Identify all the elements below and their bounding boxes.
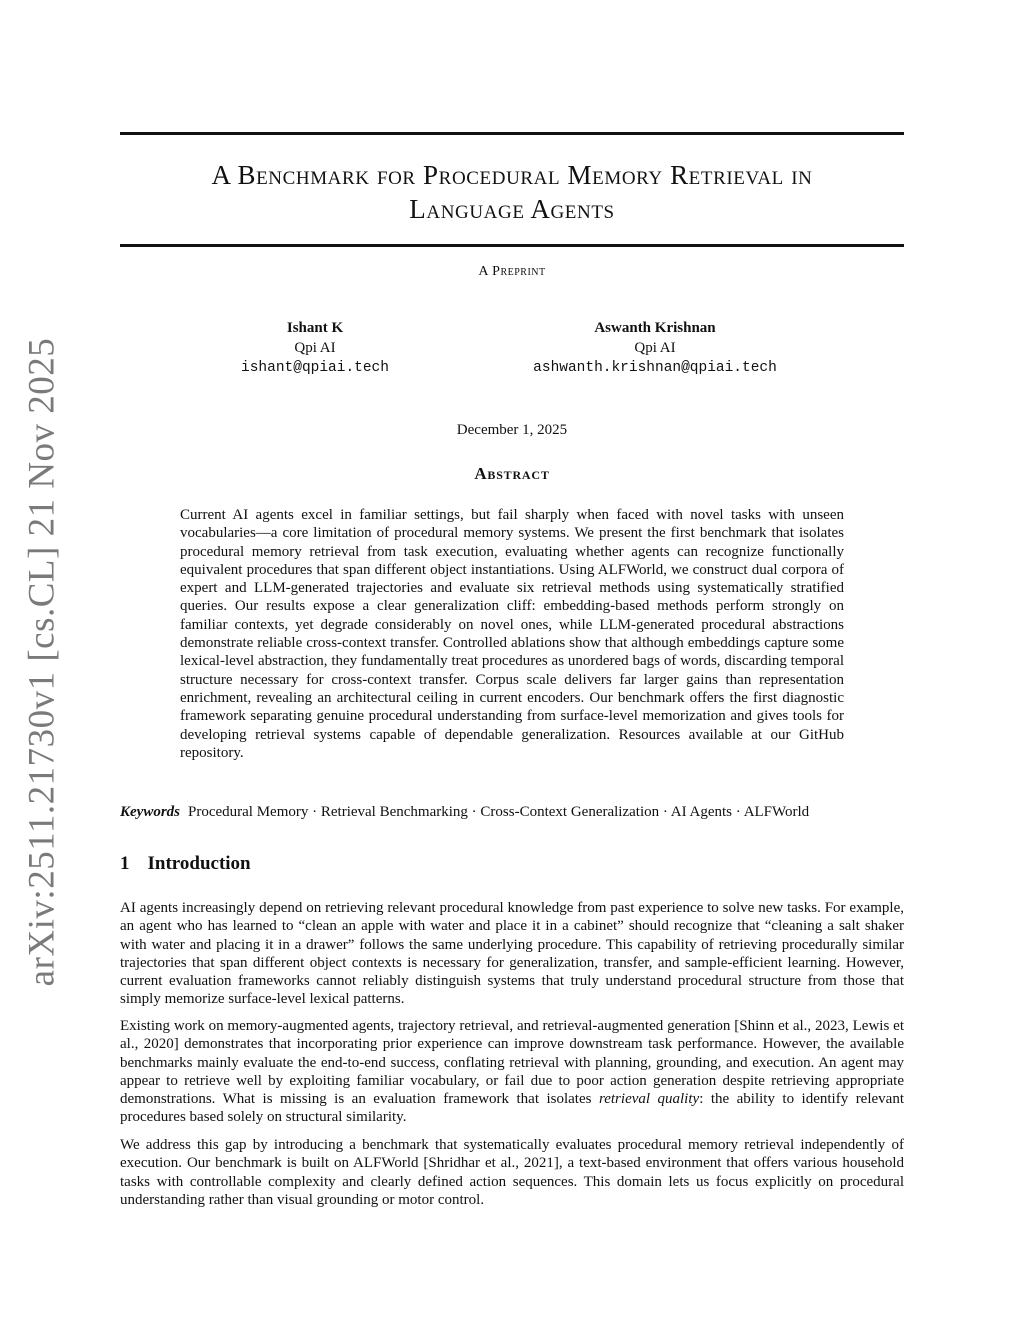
keywords-line [120,803,904,821]
author-name: Ishant K [286,320,344,336]
author-2 [490,318,820,378]
keywords-text: Procedural Memory · Retrieval Benchmarking · Cross-Context Generalization · AI Agents · ALFWorld [188,804,810,820]
author-email: ishant@qpiai.tech [241,360,389,376]
author-1 [200,318,430,378]
paper-title [120,158,904,226]
title-line-1: A Benchmark for Procedural Memory Retrieval in [211,160,813,190]
section-title: Introduction [147,853,251,874]
title-top-rule [120,132,904,135]
title-line-2: Language Agents [409,194,615,224]
paragraph-text-tail: : the ability to identify relevant procedures based solely on structural similarity. [120,1091,904,1126]
author-email: ashwanth.krishnan@qpiai.tech [533,360,777,376]
abstract-body: Current AI agents excel in familiar settings, but fail sharply when faced with novel tasks with unseen vocabularies—a core limitation of procedural memory systems. We present the first benchmark that isolates procedural memory retrieval from task execution, evaluating whether agents can recognize functionally equivalent procedures that span different object instantiations. Using ALFWorld, we construct dual corpora of expert and LLM-generated trajectories and evaluate six retrieval methods using systematically stratified queries. Our results expose a clear generalization cliff: embedding-based methods perform strongly on familiar contexts, yet degrade considerably on novel ones, while LLM-generated procedural abstractions demonstrate reliable cross-context transfer. Controlled ablations show that although embeddings capture some lexical-level abstraction, they fundamentally treat procedures as unordered bags of words, discarding temporal structure necessary for cross-context transfer. Corpus scale delivers far larger gains than representation enrichment, revealing an architectural ceiling in current encoders. Our benchmark offers the first diagnostic framework separating genuine procedural understanding from surface-level memorization and gives tools for developing retrieval systems capable of dependable generalization. Resources available at our GitHub repository. [180,507,844,761]
preprint-label: A Preprint [478,264,546,279]
publication-date: December 1, 2025 [456,422,568,438]
intro-paragraph-3: We address this gap by introducing a benchmark that systematically evaluates procedural memory retrieval independently of execution. Our benchmark is built on ALFWorld [Shridhar et al., 2021], a text-based environment that offers various household tasks with controllable complexity and clearly defined action sequences. This domain lets us focus explicitly on procedural understanding rather than visual grounding or motor control. [120,1137,904,1208]
author-affiliation: Qpi AI [294,340,336,356]
author-name: Aswanth Krishnan [594,320,716,336]
section-number: 1 [120,853,130,874]
title-bottom-rule [120,244,904,247]
author-affiliation: Qpi AI [634,340,676,356]
section-heading-introduction [120,853,251,875]
arxiv-side-stamp: arXiv:2511.21730v1 [cs.CL] 21 Nov 2025 [21,337,63,987]
abstract-heading: Abstract [474,464,550,483]
intro-paragraph-1: AI agents increasingly depend on retrieving relevant procedural knowledge from past experience to solve new tasks. For example, an agent who has learned to “clean an apple with water and place it in a cabinet” should recognize that “cleaning a salt shaker with water and placing it in a drawer” follows the same underlying procedure. This capability of retrieving procedurally similar trajectories that span different object contexts is necessary for generalization, transfer, and sample-efficient learning. However, current evaluation frameworks cannot reliably distinguish systems that truly understand procedural structure from those that simply memorize surface-level lexical patterns. [120,900,904,1008]
emphasis-retrieval-quality: retrieval quality [598,1091,700,1108]
author-block [120,318,904,378]
paragraph-text: Existing work on memory-augmented agents, trajectory retrieval, and retrieval-augmented generation [Shinn et al., 2023, Lewis et al., 2020] demonstrates that incorporating prior experience can improve downstream task performance. However, the available benchmarks mainly evaluate the end-to-end success, conflating retrieval with planning, grounding, and execution. An agent may appear to retrieve well by exploiting familiar vocabulary, or fail due to poor action generation despite retrieving appropriate demonstrations. What is missing is an evaluation framework that isolates [120,1018,904,1108]
intro-paragraph-2 [120,1017,904,1127]
keywords-label: Keywords [120,804,180,820]
